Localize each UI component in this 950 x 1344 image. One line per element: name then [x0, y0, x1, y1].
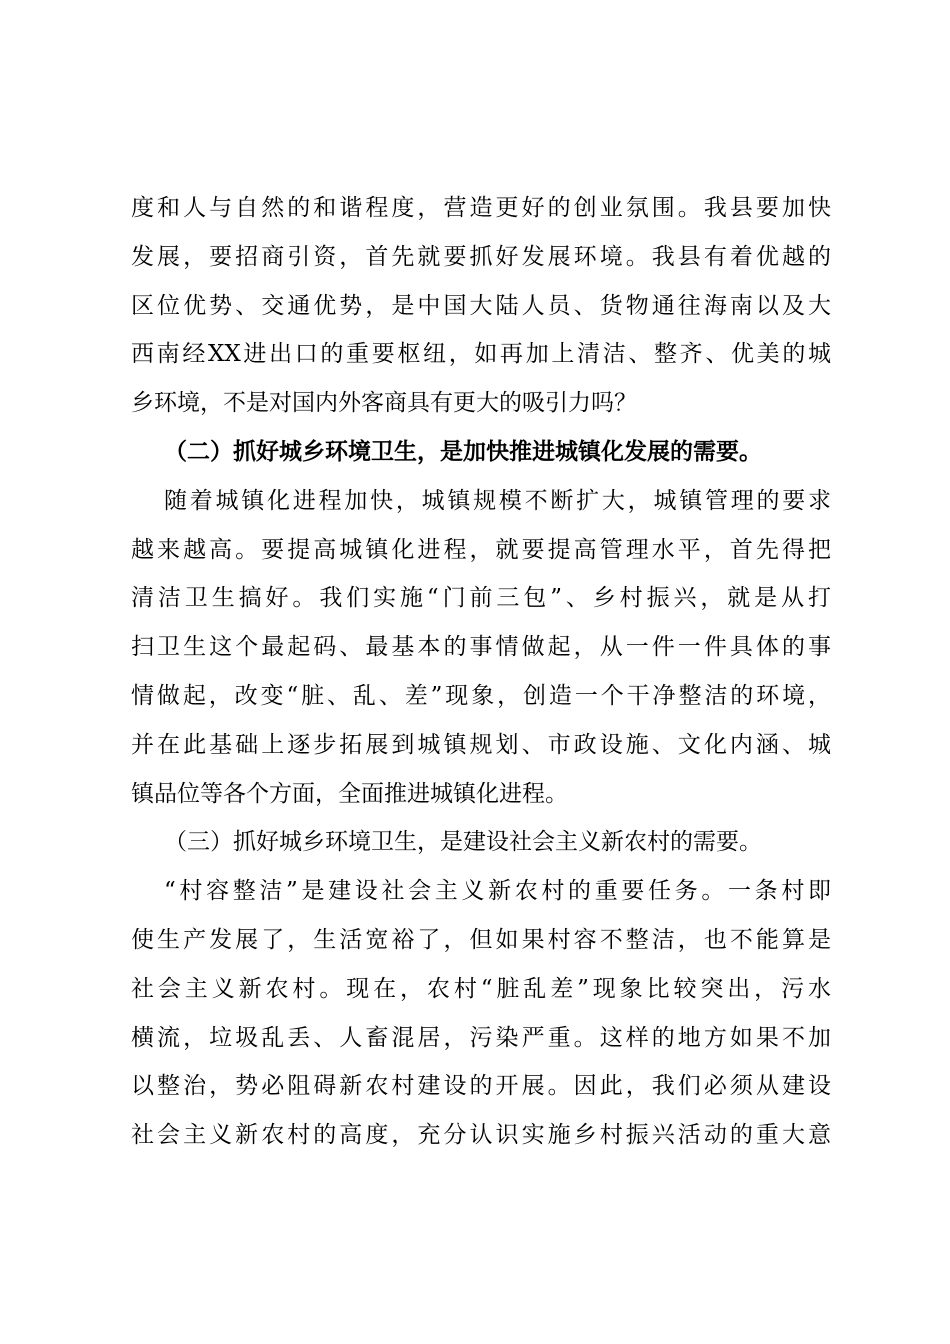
paragraph-line: 越来越高。要提高城镇化进程，就要提高管理水平，首先得把	[131, 536, 831, 563]
section-heading-3: （三）抓好城乡环境卫生，是建设社会主义新农村的需要。	[164, 829, 762, 856]
paragraph-line: 清洁卫生搞好。我们实施“门前三包”、乡村振兴，就是从打	[131, 585, 831, 612]
paragraph-line: 西南经XX进出口的重要枢纽，如再加上清洁、整齐、优美的城	[131, 341, 831, 368]
paragraph-line: “村容整洁”是建设社会主义新农村的重要任务。一条村即	[164, 878, 831, 905]
section-heading-2: （二）抓好城乡环境卫生，是加快推进城镇化发展的需要。	[164, 437, 762, 465]
paragraph-line: 社会主义新农村的高度，充分认识实施乡村振兴活动的重大意	[131, 1122, 831, 1149]
paragraph-line: 乡环境，不是对国内外客商具有更大的吸引力吗？	[131, 390, 637, 417]
paragraph-line: 随着城镇化进程加快，城镇规模不断扩大，城镇管理的要求	[164, 487, 831, 514]
paragraph-line: 并在此基础上逐步拓展到城镇规划、市政设施、文化内涵、城	[131, 731, 831, 758]
document-body	[131, 184, 831, 1160]
paragraph-line: 发展，要招商引资，首先就要抓好发展环境。我县有着优越的	[131, 243, 831, 270]
paragraph-line: 镇品位等各个方面，全面推进城镇化进程。	[131, 780, 568, 807]
paragraph-line: 社会主义新农村。现在，农村“脏乱差”现象比较突出，污水	[131, 975, 831, 1002]
paragraph-line: 区位优势、交通优势，是中国大陆人员、货物通往海南以及大	[131, 292, 831, 319]
paragraph-line: 扫卫生这个最起码、最基本的事情做起，从一件一件具体的事	[131, 634, 831, 661]
paragraph-line: 情做起，改变“脏、乱、差”现象，创造一个干净整洁的环境，	[131, 682, 831, 709]
paragraph-line: 以整治，势必阻碍新农村建设的开展。因此，我们必须从建设	[131, 1073, 831, 1100]
paragraph-line: 横流，垃圾乱丢、人畜混居，污染严重。这样的地方如果不加	[131, 1024, 831, 1051]
paragraph-line: 度和人与自然的和谐程度，营造更好的创业氛围。我县要加快	[131, 195, 831, 221]
paragraph-line: 使生产发展了，生活宽裕了，但如果村容不整洁，也不能算是	[131, 926, 831, 953]
